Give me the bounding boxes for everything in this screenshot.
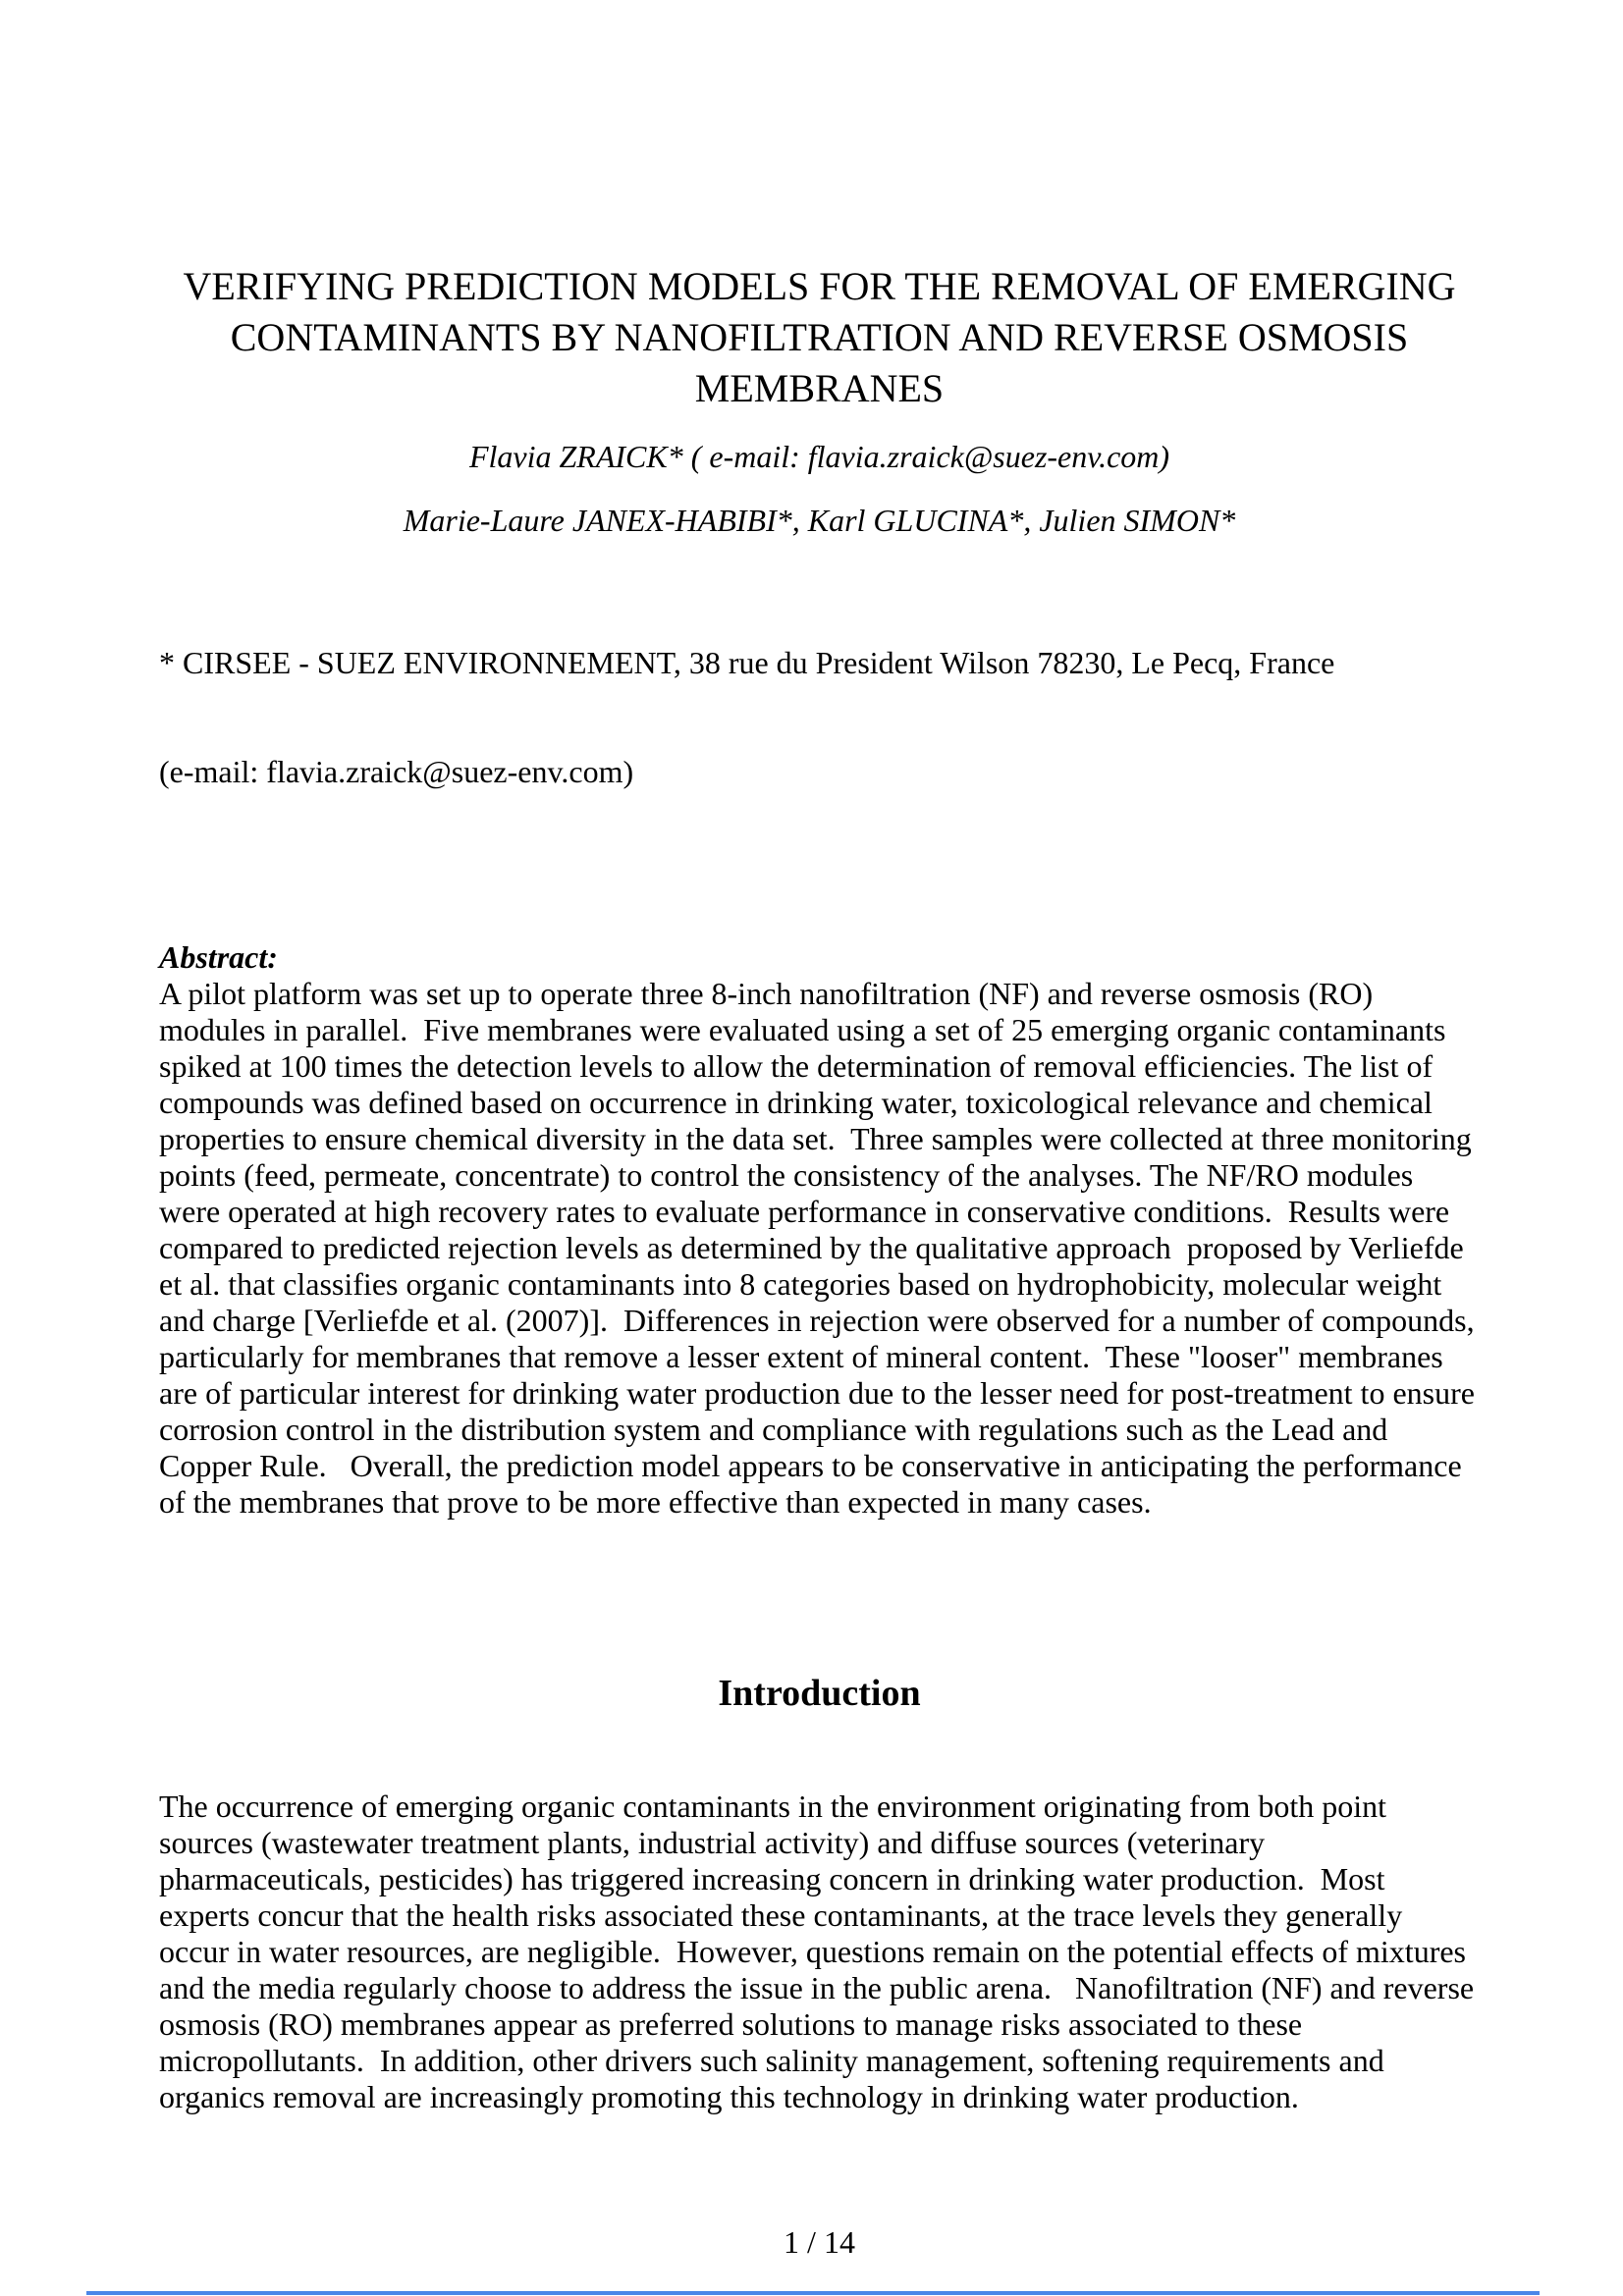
page-content	[159, 261, 1483, 2261]
introduction-text: The occurrence of emerging organic contaminants in the environment originating from both point sources (wastewater treatment plants, industrial activity) and diffuse sources (veterinary pharmaceuticals, pesticides) has triggered increasing concern in drinking water production. Most experts concur that the health risks associated these contaminants, at the trace levels they generally occur in water resources, are negligible. However, questions remain on the potential effects of mixtures and the media regularly choose to address the issue in the public arena. Nanofiltration (NF) and reverse osmosis (RO) membranes appear as preferred solutions to manage risks associated to these micropollutants. In addition, other drivers such salinity management, softening requirements and organics removal are increasingly promoting this technology in drinking water production.	[159, 1789, 1483, 2114]
abstract-heading: Abstract:	[159, 939, 278, 975]
page-number: 1 / 14	[784, 2224, 855, 2260]
paper-title: VERIFYING PREDICTION MODELS FOR THE REMOVAL OF EMERGING CONTAMINANTS BY NANOFILTRATION AND REVERSE OSMOSIS MEMBRANES	[183, 264, 1466, 410]
affiliation-block	[159, 572, 1480, 863]
affiliation-line-2: (e-mail: flavia.zraick@suez-env.com)	[159, 754, 634, 789]
author-line-primary: Flavia ZRAICK* ( e-mail: flavia.zraick@suez-env.com)	[468, 439, 1170, 474]
abstract-text: A pilot platform was set up to operate three 8-inch nanofiltration (NF) and reverse osmosis (RO) modules in parallel. Five membranes were evaluated using a set of 25 emerging organic contaminants spiked at 100 times the detection levels to allow the determination of removal efficiencies. The list of compounds was defined based on occurrence in drinking water, toxicological relevance and chemical properties to ensure chemical diversity in the data set. Three samples were collected at three monitoring points (feed, permeate, concentrate) to control the consistency of the analyses. The NF/RO modules were operated at high recovery rates to evaluate performance in conservative conditions. Results were compared to predicted rejection levels as determined by the qualitative approach proposed by Verliefde et al. that classifies organic contaminants into 8 categories based on hydrophobicity, molecular weight and charge [Verliefde et al. (2007)]. Differences in rejection were observed for a number of compounds, particularly for membranes that remove a lesser extent of mineral content. These "looser" membranes are of particular interest for drinking water production due to the lesser need for post-treatment to ensure corrosion control in the distribution system and compliance with regulations such as the Lead and Copper Rule. Overall, the prediction model appears to be conservative in anticipating the performance of the membranes that prove to be more effective than expected in many cases.	[159, 976, 1483, 1520]
author-line-secondary: Marie-Laure JANEX-HABIBI*, Karl GLUCINA*, Julien SIMON*	[403, 503, 1236, 538]
introduction-heading: Introduction	[718, 1673, 921, 1714]
page-bottom-rule	[86, 2291, 1540, 2295]
affiliation-line-1: * CIRSEE - SUEZ ENVIRONNEMENT, 38 rue du President Wilson 78230, Le Pecq, France	[159, 645, 1335, 680]
